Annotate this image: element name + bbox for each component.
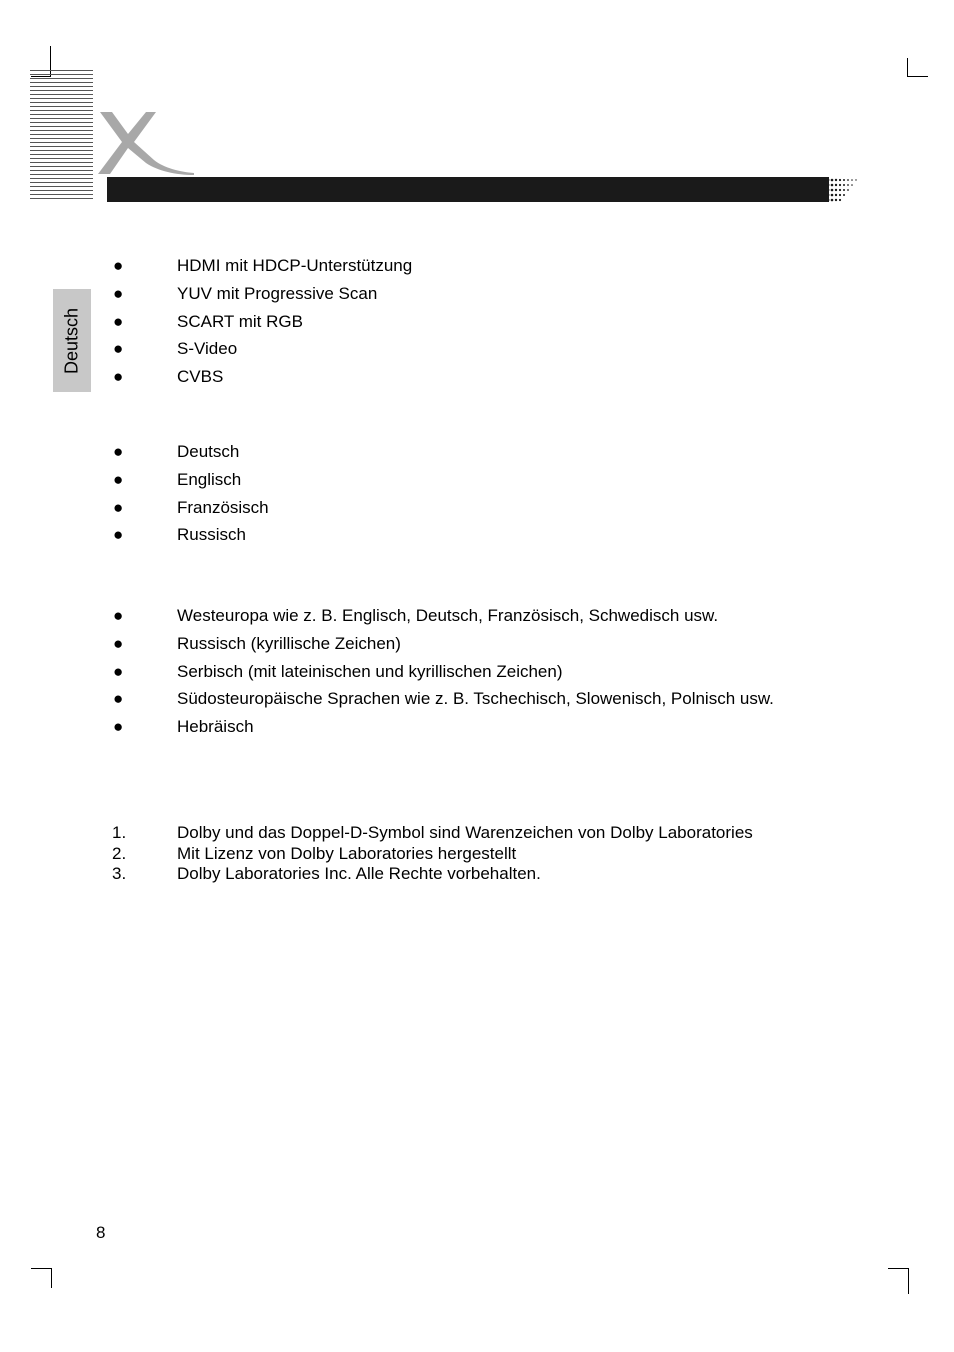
- bullet-icon: ●: [113, 256, 124, 275]
- header-dot-pattern: [826, 177, 862, 202]
- bullet-icon: ●: [113, 661, 124, 681]
- bullet-icon: ●: [113, 525, 124, 545]
- bullet-icon: ●: [113, 633, 124, 653]
- bullet-icon: ●: [113, 442, 124, 461]
- bullet-icon: ●: [113, 367, 124, 387]
- crop-mark-bottom-right: [888, 1268, 909, 1294]
- bullet-icon: ●: [113, 339, 124, 359]
- header-hatch-pattern: [30, 70, 93, 200]
- crop-mark-top-right: [907, 58, 928, 77]
- header-bar: [107, 177, 829, 202]
- bullet-icon: ●: [113, 497, 124, 517]
- language-side-tab: [53, 289, 91, 392]
- bullet-icon: ●: [113, 283, 124, 303]
- bullet-icon: ●: [113, 311, 124, 331]
- bullet-icon: ●: [113, 717, 124, 737]
- crop-mark-bottom-left: [31, 1268, 52, 1288]
- brand-logo-x-icon: [98, 108, 198, 176]
- bullet-icon: ●: [113, 689, 124, 709]
- side-tab-label: Deutsch: [61, 307, 82, 374]
- page-number: 8: [96, 1223, 106, 1242]
- bullet-icon: ●: [113, 469, 124, 489]
- bullet-icon: ●: [113, 606, 124, 625]
